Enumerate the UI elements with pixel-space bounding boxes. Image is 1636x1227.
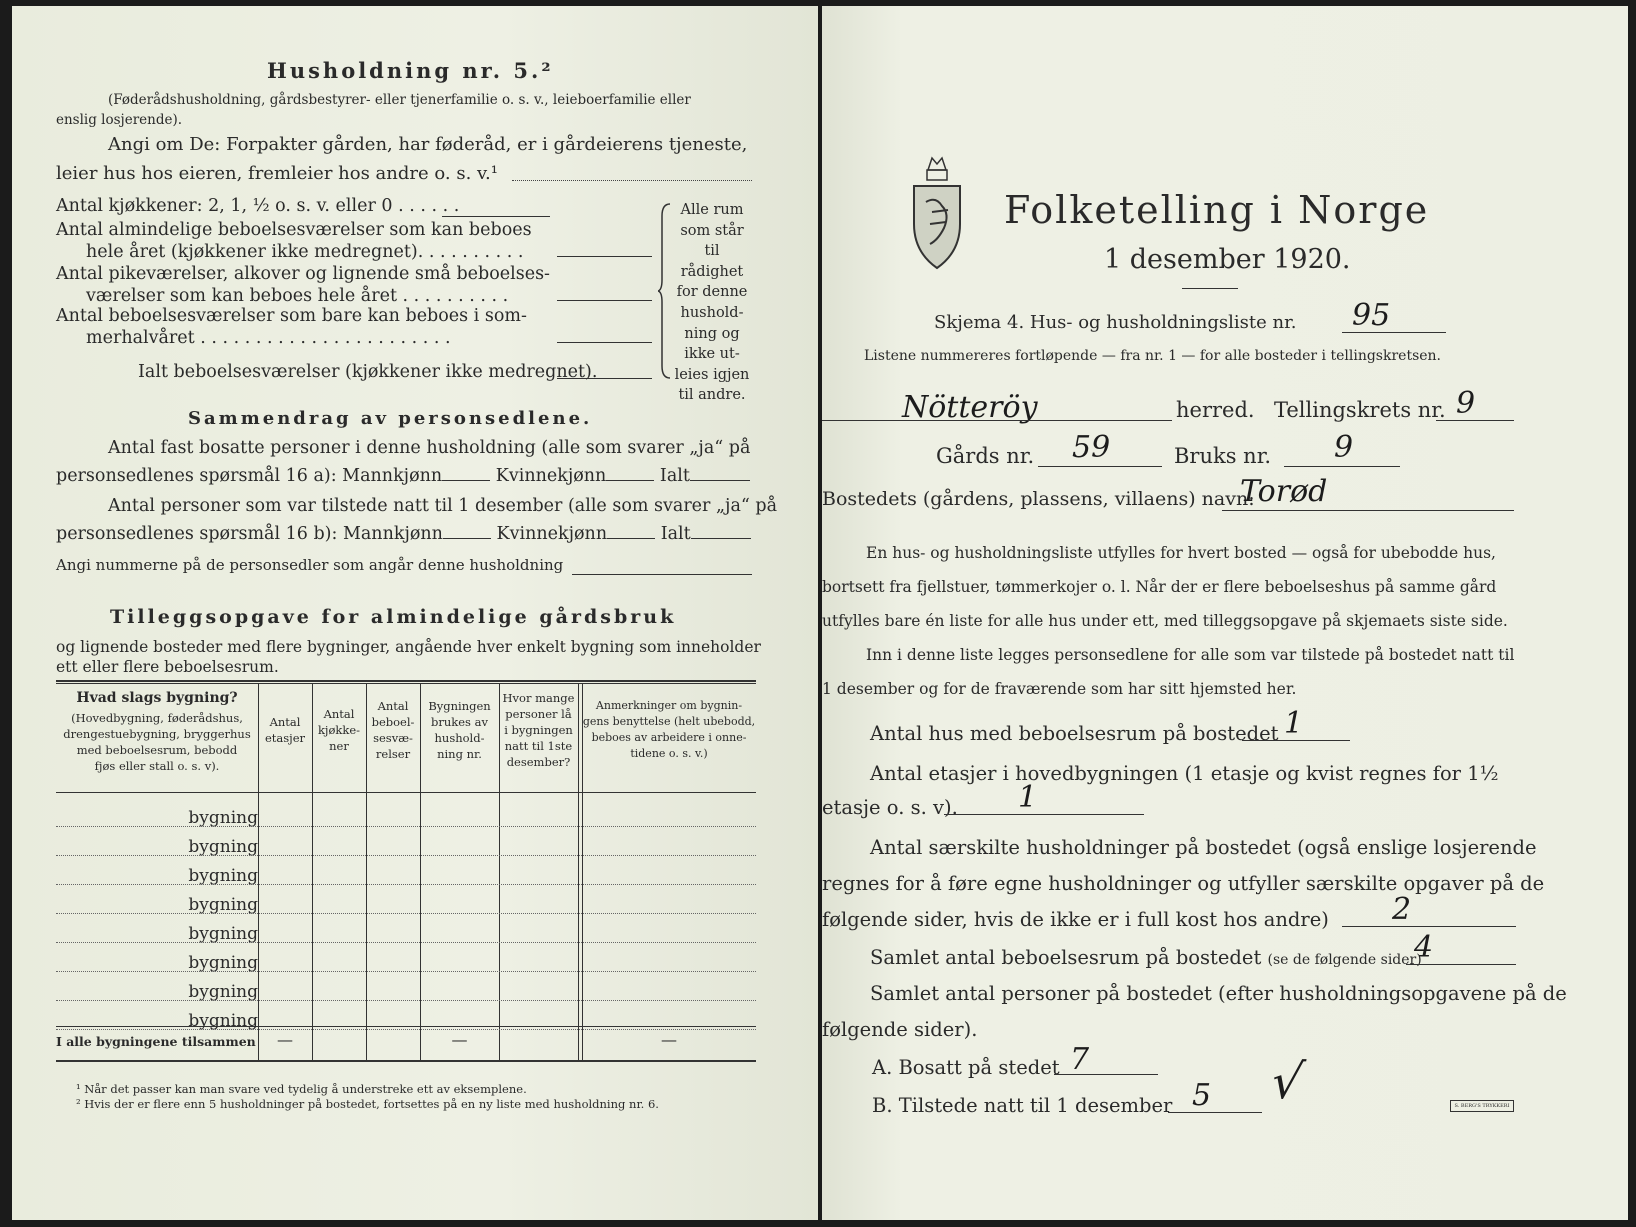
footnote-1: ¹ Når det passer kan man svare ved tydelig å understreke ett av eksemplene. bbox=[76, 1082, 527, 1096]
instructions-1-line-1: En hus- og husholdningsliste utfylles for hvert bosted — også for ubebodde hus, bbox=[866, 544, 1496, 562]
rooms-total-label: Ialt beboelsesværelser (kjøkkener ikke medregnet). bbox=[138, 362, 598, 382]
supplement-text-1: og lignende bosteder med flere bygninger, angående hver enkelt bygning som inneholder bbox=[56, 638, 761, 656]
table-total-label: I alle bygningene tilsammen bbox=[56, 1034, 256, 1049]
summary-heading: Sammendrag av personsedlene. bbox=[188, 408, 593, 429]
household-paren-2: enslig losjerende). bbox=[56, 112, 183, 128]
farm-number-label: Gårds nr. bbox=[936, 444, 1035, 468]
table-row-line bbox=[56, 971, 756, 972]
table-row: bygning bbox=[188, 837, 258, 857]
supplement-heading: Tilleggsopgave for almindelige gårdsbruk bbox=[110, 606, 677, 628]
floors-question-line-2: etasje o. s. v). bbox=[822, 796, 958, 819]
printer-stamp: S. BERG'S TRYKKERI bbox=[1450, 1100, 1514, 1112]
floors-question-line-1: Antal etasjer i hovedbygningen (1 etasje og kvist regnes for 1½ bbox=[870, 762, 1499, 785]
rooms-row-summer: Antal beboelsesværelser som bare kan beboes i som- bbox=[56, 306, 527, 326]
instructions-2-line-2: 1 desember og for de fraværende som har sitt hjemsted her. bbox=[822, 680, 1297, 698]
census-district-value: 9 bbox=[1456, 386, 1476, 421]
household-paren: (Føderådshusholdning, gårdsbestyrer- eller tjenerfamilie o. s. v., leieboerfamilie eller bbox=[108, 92, 691, 108]
table-head-rooms: Antal beboel- sesvæ- relser bbox=[371, 699, 415, 761]
rooms-row-ordinary: Antal almindelige beboelsesværelser som kan beboes bbox=[56, 220, 532, 240]
table-head-persons: Hvor mange personer lå i bygningen natt til 1ste desember? bbox=[502, 691, 575, 769]
residence-name-value: Torød bbox=[1240, 474, 1328, 509]
total-household-dash: — bbox=[451, 1030, 468, 1049]
census-district-label: Tellingskrets nr. bbox=[1274, 398, 1446, 422]
building-table bbox=[56, 680, 756, 1060]
present-value: 5 bbox=[1192, 1078, 1212, 1113]
right-page bbox=[822, 6, 1628, 1220]
table-row: bygning bbox=[188, 808, 258, 828]
table-row-line bbox=[56, 942, 756, 943]
instructions-1-line-3: utfylles bare én liste for alle hus under ett, med tilleggsopgave på skjemaets siste side. bbox=[822, 612, 1508, 630]
table-head-building-type: Hvad slags bygning? bbox=[76, 690, 238, 706]
table-row-labels bbox=[56, 804, 258, 1036]
table-row-line bbox=[56, 1000, 756, 1001]
summary-line-1b: personsedlenes spørsmål 16 a): Mannkjønn Kvinnekjønn Ialt bbox=[56, 466, 750, 486]
municipality-label: herred. bbox=[1176, 398, 1255, 422]
households-question-line-3: følgende sider, hvis de ikke er i full kost hos andre) bbox=[822, 908, 1329, 931]
holding-number-value: 9 bbox=[1334, 430, 1354, 465]
table-head-floors: Antal etasjer bbox=[264, 715, 306, 745]
rooms-total-question: Samlet antal beboelsesrum på bostedet (se de følgende sider) bbox=[870, 946, 1422, 969]
norway-coat-of-arms-icon bbox=[906, 152, 968, 272]
angi-line-2: leier hus hos eieren, fremleier hos andre o. s. v.¹ bbox=[56, 163, 498, 184]
table-row: bygning bbox=[188, 1011, 258, 1031]
households-value: 2 bbox=[1392, 892, 1412, 927]
angi-line-1: Angi om De: Forpakter gården, har føderåd, er i gårdeierens tjeneste, bbox=[108, 134, 748, 155]
table-head-household-no: Bygningen brukes av hushold- ning nr. bbox=[428, 699, 491, 761]
footnote-2: ² Hvis der er flere enn 5 husholdninger på bostedet, fortsettes på en ny liste med husholdning nr. 6. bbox=[76, 1097, 659, 1111]
houses-count-value: 1 bbox=[1284, 706, 1304, 741]
table-head-kitchens: Antal kjøkke- ner bbox=[317, 707, 361, 753]
farm-number-value: 59 bbox=[1072, 430, 1111, 465]
table-row-line bbox=[56, 855, 756, 856]
table-row-line bbox=[56, 913, 756, 914]
rooms-row-small: Antal pikeværelser, alkover og lignende små beboelses- bbox=[56, 264, 550, 284]
table-row-line bbox=[56, 884, 756, 885]
form-title: Folketelling i Norge bbox=[1004, 188, 1430, 232]
rooms-side-note: Alle rum som står til rådighet for denne hushold- ning og ikke ut- leies igjen til andre. bbox=[674, 202, 750, 404]
floors-value: 1 bbox=[1018, 780, 1038, 815]
holding-number-label: Bruks nr. bbox=[1174, 444, 1272, 468]
residence-name-label: Bostedets (gårdens, plassens, villaens) navn: bbox=[822, 488, 1255, 510]
checkmark: √ bbox=[1267, 1054, 1308, 1110]
summary-line-2b: personsedlenes spørsmål 16 b): Mannkjønn Kvinnekjønn Ialt bbox=[56, 524, 751, 544]
resident-label: A. Bosatt på stedet bbox=[872, 1056, 1060, 1079]
table-row-line bbox=[56, 1029, 756, 1030]
total-floors-dash: — bbox=[277, 1030, 293, 1049]
rooms-row-summer-2: merhalvåret . . . . . . . . . . . . . . . . . . . . . . . bbox=[86, 328, 451, 348]
form-date: 1 desember 1920. bbox=[1104, 244, 1351, 275]
household-title: Husholdning nr. 5.² bbox=[267, 58, 554, 83]
table-row: bygning bbox=[188, 924, 258, 944]
table-head-building-sub: (Hovedbygning, føderådshus, drengestuebygning, bryggerhus med beboelsesrum, bebodd fjøs eller stall o. s. v). bbox=[63, 711, 251, 773]
persons-question-line-1: Samlet antal personer på bostedet (efter husholdningsopgavene på de bbox=[870, 982, 1567, 1005]
table-row: bygning bbox=[188, 982, 258, 1002]
table-row: bygning bbox=[188, 895, 258, 915]
list-number-value: 95 bbox=[1352, 298, 1391, 333]
table-row: bygning bbox=[188, 866, 258, 886]
summary-line-2a: Antal personer som var tilstede natt til 1 desember (alle som svarer „ja“ på bbox=[108, 496, 778, 516]
supplement-text-2: ett eller flere beboelsesrum. bbox=[56, 658, 279, 676]
total-remarks-dash: — bbox=[661, 1030, 677, 1049]
schema-label: Skjema 4. Hus- og husholdningsliste nr. bbox=[934, 312, 1297, 333]
left-page bbox=[12, 6, 818, 1220]
municipality-value: Nötteröy bbox=[902, 390, 1038, 425]
instructions-2-line-1: Inn i denne liste legges personsedlene for alle som var tilstede på bostedet natt til bbox=[866, 646, 1515, 664]
instructions-1-line-2: bortsett fra fjellstuer, tømmerkojer o. l. Når der er flere beboelseshus på samme gård bbox=[822, 578, 1497, 596]
rooms-row-ordinary-2: hele året (kjøkkener ikke medregnet). . . . . . . . . . bbox=[86, 242, 524, 262]
table-row: bygning bbox=[188, 953, 258, 973]
present-label: B. Tilstede natt til 1 desember bbox=[872, 1094, 1173, 1117]
rooms-row-small-2: værelser som kan beboes hele året . . . . . . . . . . bbox=[86, 286, 509, 306]
rooms-row-kitchens: Antal kjøkkener: 2, 1, ½ o. s. v. eller 0 . . . . . . bbox=[56, 196, 460, 216]
households-question-line-1: Antal særskilte husholdninger på bostedet (også enslige losjerende bbox=[870, 836, 1537, 859]
houses-count-label: Antal hus med beboelsesrum på bostedet bbox=[870, 722, 1279, 745]
households-question-line-2: regnes for å føre egne husholdninger og utfyller særskilte opgaver på de bbox=[822, 872, 1545, 895]
table-row-line bbox=[56, 826, 756, 827]
resident-value: 7 bbox=[1070, 1042, 1090, 1077]
list-numbering-note: Listene nummereres fortløpende — fra nr. 1 — for alle bosteder i tellingskretsen. bbox=[864, 348, 1442, 364]
rooms-total-value: 4 bbox=[1414, 930, 1434, 965]
person-numbers-label: Angi nummerne på de personsedler som angår denne husholdning bbox=[56, 556, 564, 574]
table-head-remarks: Anmerkninger om bygnin- gens benyttelse (helt ubebodd, beboes av arbeidere i onne- tidene o. s. v.) bbox=[582, 699, 756, 760]
summary-line-1a: Antal fast bosatte personer i denne husholdning (alle som svarer „ja“ på bbox=[108, 438, 751, 458]
persons-question-line-2: følgende sider). bbox=[822, 1018, 978, 1041]
